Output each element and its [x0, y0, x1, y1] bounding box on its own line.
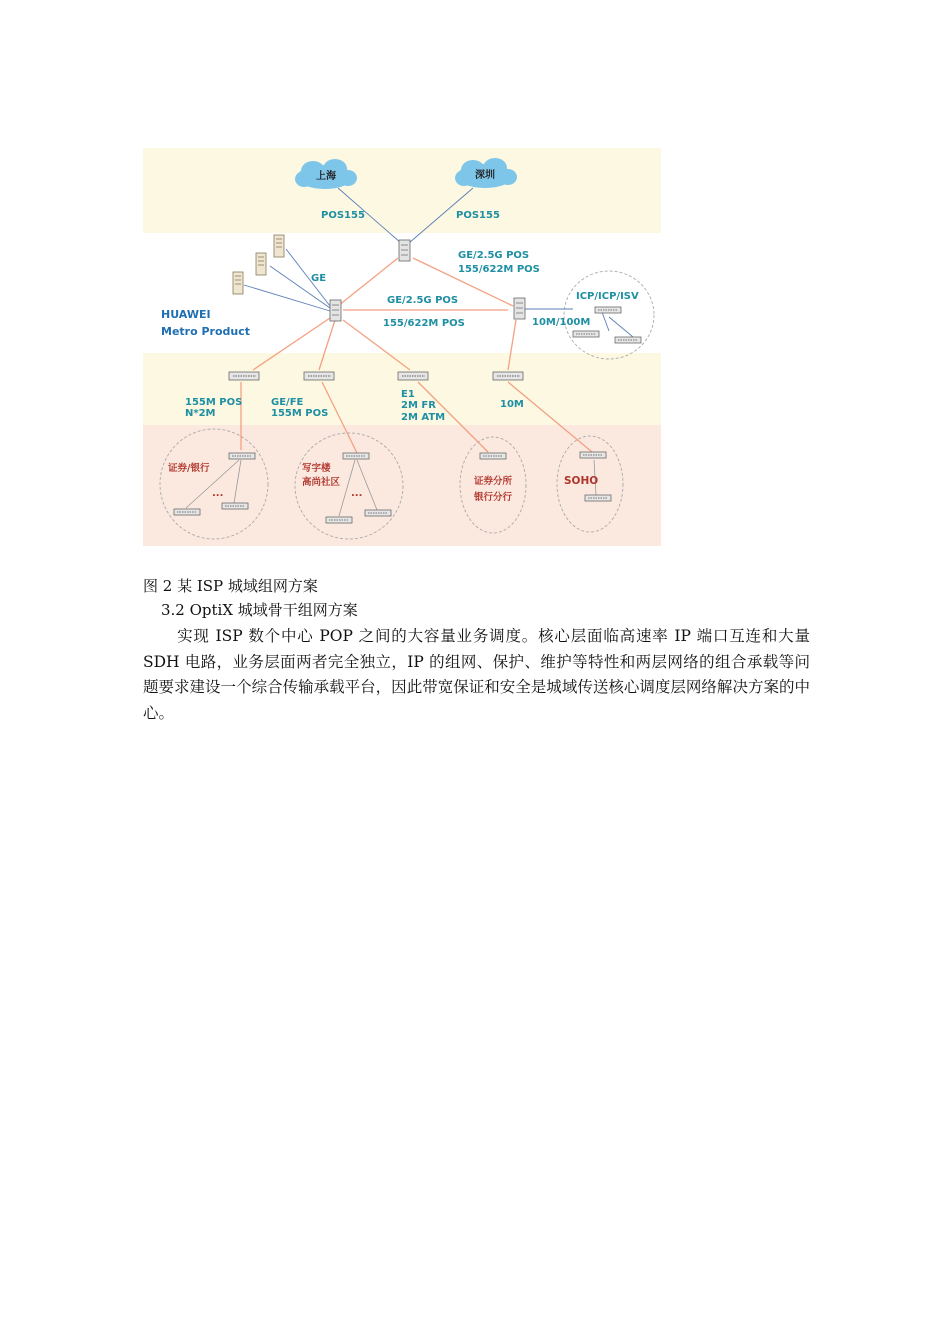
link-label: 2M ATM [401, 412, 446, 423]
group-label: 银行分行 [474, 492, 513, 503]
group-label: SOHO [564, 475, 599, 487]
link-label: 10M [500, 399, 524, 410]
city-label: 深圳 [475, 170, 495, 181]
icp-label: ICP/ICP/ISV [576, 291, 639, 302]
link-label: GE [311, 273, 327, 284]
link-label: 155/622M POS [383, 318, 465, 329]
link-label: 155M POS [271, 408, 329, 419]
link-label: 2M FR [401, 400, 436, 411]
link-label: N*2M [185, 408, 216, 419]
link-label: GE/2.5G POS [458, 250, 530, 261]
link-label: GE/2.5G POS [387, 295, 459, 306]
section-title: 3.2 OptiX 城域骨干组网方案 [161, 601, 358, 619]
group-label: 证券/银行 [168, 463, 210, 474]
link-label: GE/FE [271, 397, 304, 408]
link-label: POS155 [321, 210, 365, 221]
brand-label: HUAWEI [161, 308, 211, 321]
link-label: 10M/100M [532, 317, 591, 328]
group-label: 证券分所 [474, 476, 513, 487]
ellipsis: ... [212, 488, 224, 499]
group-label: 写字楼 [302, 463, 331, 474]
link-label: POS155 [456, 210, 500, 221]
body-paragraph: 实现 ISP 数个中心 POP 之间的大容量业务调度。核心层面临高速率 IP 端口互连和大量 SDH 电路，业务层面两者完全独立，IP 的组网、保护、维护等特性和两层网络的组合承载等问题要求建设一个综合传输承载平台，因此带宽保证和安全是城域传送核心调度层网络解决方案的中心。 [143, 627, 810, 722]
figure-caption: 图 2 某 ISP 城域组网方案 [143, 577, 318, 595]
city-label: 上海 [316, 171, 336, 182]
ellipsis: ... [351, 488, 363, 499]
brand-label: Metro Product [161, 325, 251, 338]
network-diagram [143, 148, 661, 546]
group-label: 高尚社区 [302, 477, 341, 488]
link-label: 155M POS [185, 397, 243, 408]
link-label: 155/622M POS [458, 264, 540, 275]
link-label: E1 [401, 389, 415, 400]
